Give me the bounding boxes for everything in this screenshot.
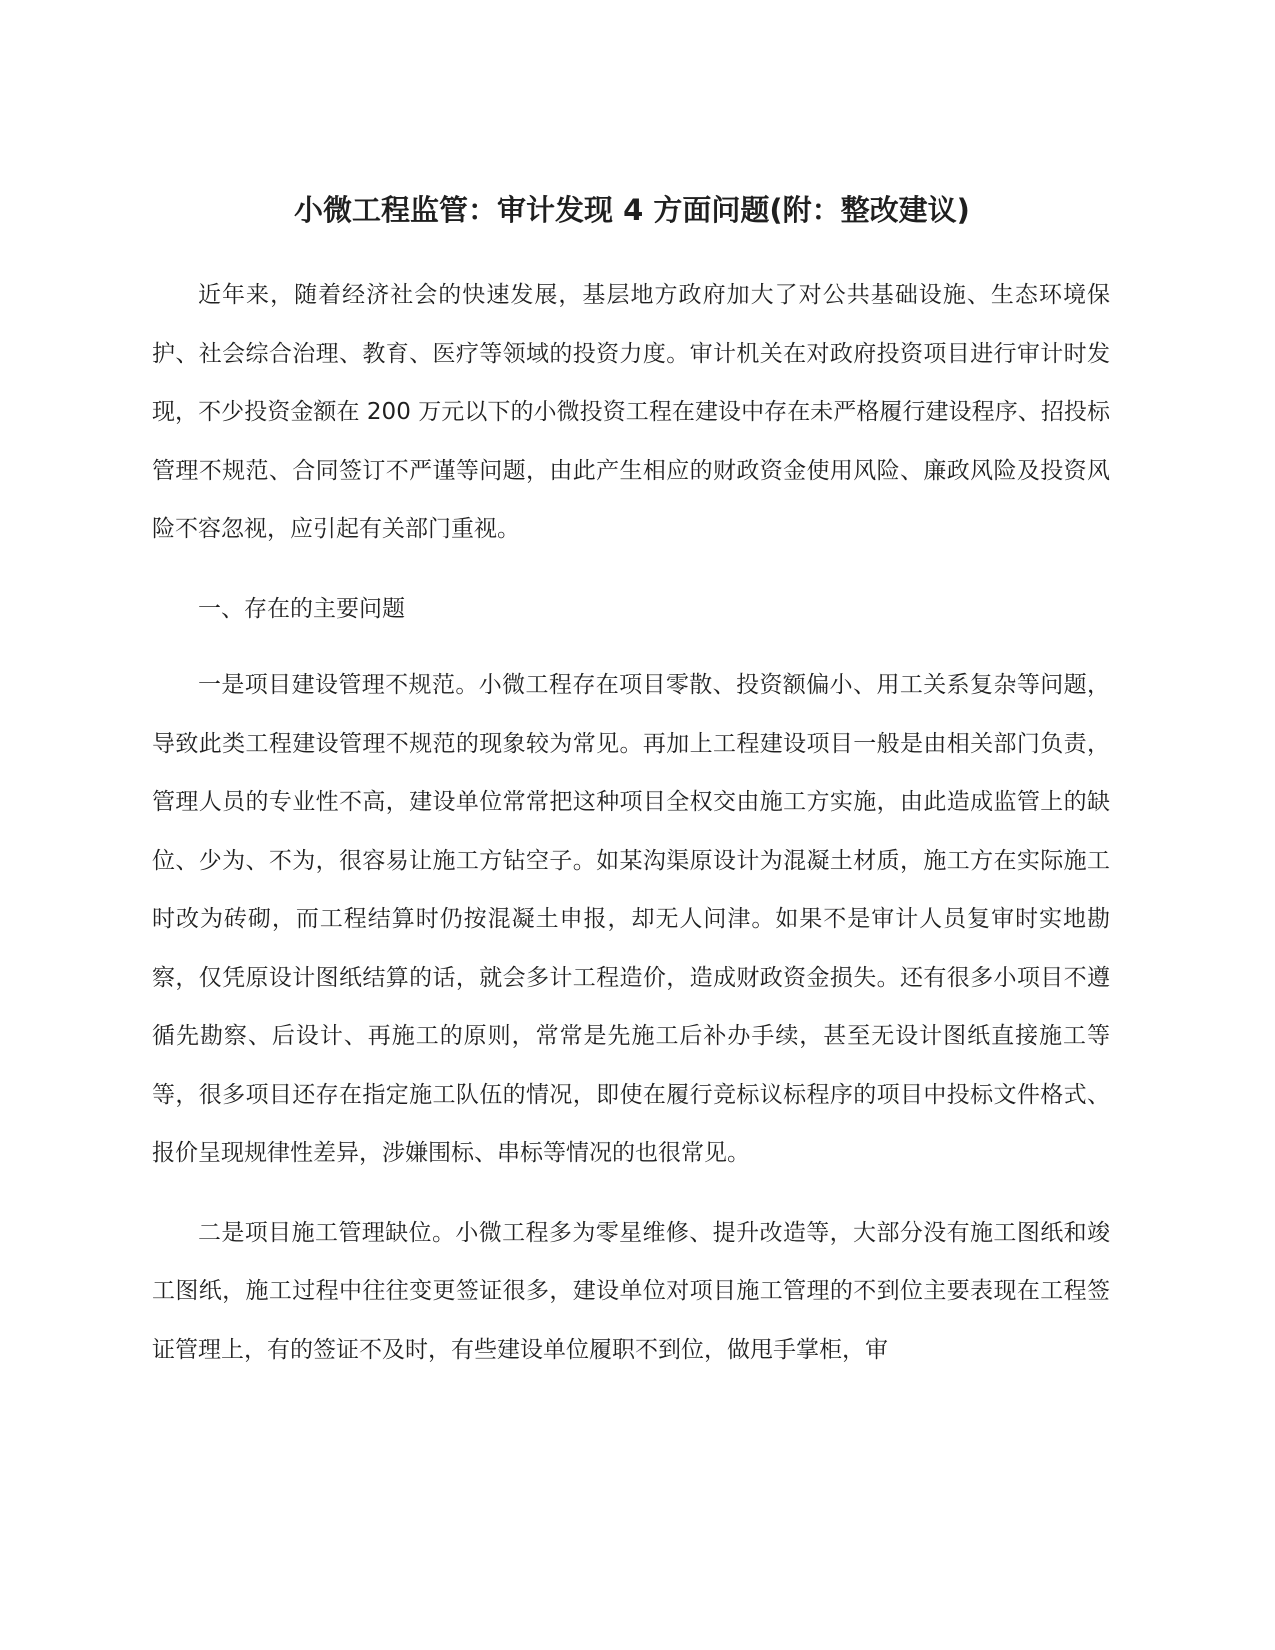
document-title: 小微工程监管：审计发现 4 方面问题(附：整改建议) — [294, 193, 970, 227]
document-body — [152, 266, 1110, 1400]
paragraph-intro: 近年来，随着经济社会的快速发展，基层地方政府加大了对公共基础设施、生态环境保护、社会综合治理、教育、医疗等领域的投资力度。审计机关在对政府投资项目进行审计时发现，不少投资金额在 200 万元以下的小微投资工程在建设中存在未严格履行建设程序、招投标管理不规范、合同签订不严谨等问题，由此产生相应的财政资金使用风险、廉政风险及投资风险不容忽视，应引起有关部门重视。 — [152, 282, 1110, 542]
paragraph-problem-one: 一是项目建设管理不规范。小微工程存在项目零散、投资额偏小、用工关系复杂等问题，导致此类工程建设管理不规范的现象较为常见。再加上工程建设项目一般是由相关部门负责，管理人员的专业性不高，建设单位常常把这种项目全权交由施工方实施，由此造成监管上的缺位、少为、不为，很容易让施工方钻空子。如某沟渠原设计为混凝土材质，施工方在实际施工时改为砖砌，而工程结算时仍按混凝土申报，却无人问津。如果不是审计人员复审时实地勘察，仅凭原设计图纸结算的话，就会多计工程造价，造成财政资金损失。还有很多小项目不遵循先勘察、后设计、再施工的原则，常常是先施工后补办手续，甚至无设计图纸直接施工等等，很多项目还存在指定施工队伍的情况，即使在履行竞标议标程序的项目中投标文件格式、报价呈现规律性差异，涉嫌围标、串标等情况的也很常见。 — [152, 672, 1110, 1166]
paragraph-problem-two: 二是项目施工管理缺位。小微工程多为零星维修、提升改造等，大部分没有施工图纸和竣工图纸，施工过程中往往变更签证很多，建设单位对项目施工管理的不到位主要表现在工程签证管理上，有的签证不及时，有些建设单位履职不到位，做甩手掌柜，审 — [152, 1219, 1110, 1363]
section-heading-main-problems: 一、存在的主要问题 — [198, 595, 405, 622]
